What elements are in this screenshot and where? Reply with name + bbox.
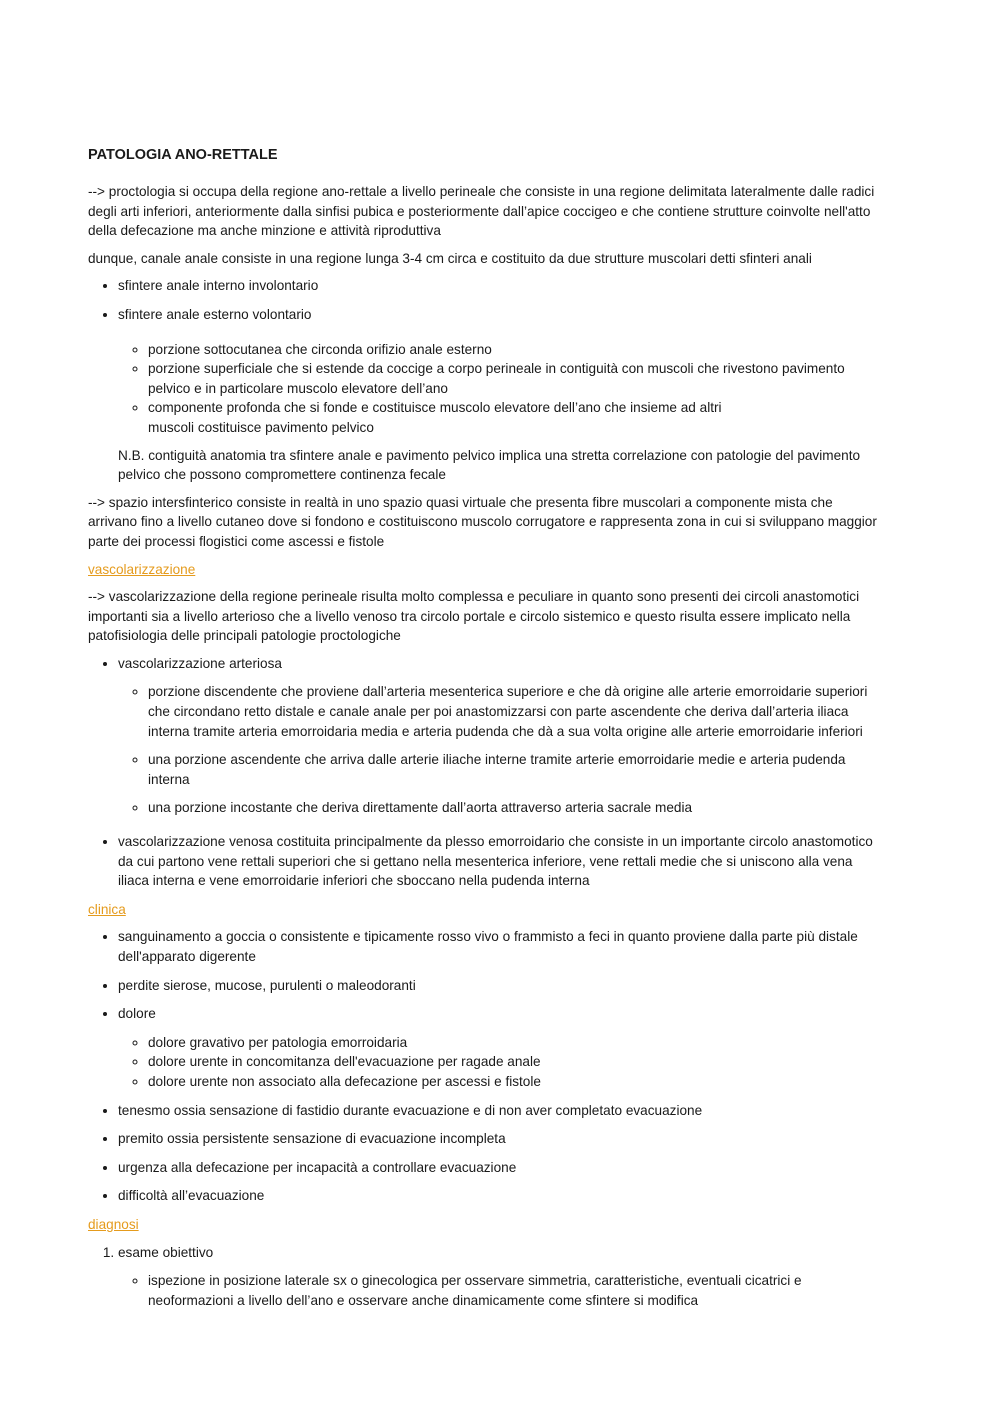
list-item-text: esame obiettivo [118, 1244, 214, 1260]
list-item: ◦ dolore gravativo per patologia emorroidaria [148, 1033, 878, 1053]
vasc-list [88, 654, 878, 891]
sfintere-esterno-sublist [118, 340, 878, 438]
list-item [118, 1004, 878, 1091]
list-item: • difficoltà all’evacuazione [118, 1186, 878, 1206]
list-item: ◦ componente profonda che si fonde e costituisce muscolo elevatore dell’ano che insieme ad altri muscoli costituisce pavimento pelvico [148, 398, 878, 437]
section-heading-diagnosi[interactable]: diagnosi [88, 1216, 139, 1232]
list-item: • perdite sierose, mucose, purulenti o maleodoranti [118, 976, 878, 996]
list-item: • urgenza alla defecazione per incapacità a controllare evacuazione [118, 1158, 878, 1178]
clinica-list [88, 927, 878, 1206]
list-item: ◦ dolore urente in concomitanza dell'evacuazione per ragade anale [148, 1052, 878, 1072]
vasc-intro-paragraph: --> vascolarizzazione della regione perineale risulta molto complessa e peculiare in quanto sono presenti dei circoli anastomotici importanti sia a livello arterioso che a livello venoso tra circolo portale e circolo sistemico e questo risulta essere implicato nella patofisiologia delle principali patologie proctologiche [88, 589, 860, 644]
list-item: ◦ porzione discendente che proviene dall’arteria mesenterica superiore e che dà origine alle arterie emorroidarie superiori che circondano retto distale e canale anale per poi anastomizzarsi con parte ascendente che deriva dall’arteria iliaca interna tramite arteria emorroidaria media e arteria pudenda che dà a sua volta origine alle arterie emorroidarie inferiori [148, 682, 878, 741]
diagnosi-list [88, 1243, 878, 1311]
list-item: ◦ porzione sottocutanea che circonda orifizio anale esterno [148, 340, 878, 360]
list-item: ◦ ispezione in posizione laterale sx o ginecologica per osservare simmetria, caratteristiche, eventuali cicatrici e neoformazioni a livello dell’ano e osservare anche dinamicamente come sfintere si modifica [148, 1271, 878, 1310]
list-item: ◦ una porzione ascendente che arriva dalle arterie iliache interne tramite arterie emorroidarie medie e arteria pudenda interna [148, 750, 878, 789]
list-item-text: sfintere anale esterno volontario [118, 306, 312, 322]
list-item [118, 654, 878, 818]
document-body [88, 145, 878, 1319]
dolore-sublist [118, 1033, 878, 1092]
list-item-text: vascolarizzazione arteriosa [118, 655, 282, 671]
spazio-paragraph: --> spazio intersfinterico consiste in realtà in uno spazio quasi virtuale che presenta fibre muscolari a componente mista che arrivano fino a livello cutaneo dove si fondono e costituiscono muscolo corrugatore e rappresenta zona in cui si sviluppano maggior parte dei processi flogistici come ascessi e fistole [88, 494, 877, 549]
list-item [118, 1243, 878, 1311]
vasc-art-sublist [118, 682, 878, 818]
list-item: • tenesmo ossia sensazione di fastidio durante evacuazione e di non aver completato evacuazione [118, 1101, 878, 1121]
section-heading-vascolarizzazione[interactable]: vascolarizzazione [88, 561, 196, 577]
list-item: • vascolarizzazione venosa costituita principalmente da plesso emorroidario che consiste in un importante circolo anastomotico da cui partono vene rettali superiori che si gettano nella mesenterica inferiore, vene rettali medie che si uniscono alla vena iliaca interna e vene emorroidarie inferiori che sboccano nella pudenda interna [118, 832, 878, 891]
diagnosi-sublist [118, 1271, 878, 1310]
list-item: ◦ porzione superficiale che si estende da coccige a corpo perineale in contiguità con muscoli che rivestono pavimento pelvico e in particolare muscolo elevatore dell’ano [148, 359, 878, 398]
sfinteri-list [88, 276, 878, 437]
list-item: • premito ossia persistente sensazione di evacuazione incompleta [118, 1129, 878, 1149]
section-heading-clinica[interactable]: clinica [88, 901, 126, 917]
nb-note: N.B. contiguità anatomia tra sfintere anale e pavimento pelvico implica una stretta correlazione con patologie del pavimento pelvico che possono compromettere continenza fecale [118, 447, 861, 483]
list-item: • sfintere anale interno involontario [118, 276, 878, 296]
list-item-text: dolore [118, 1006, 156, 1022]
page-title: PATOLOGIA ANO-RETTALE [88, 147, 278, 163]
list-item: ◦ dolore urente non associato alla defecazione per ascessi e fistole [148, 1072, 878, 1092]
intro-paragraph: --> proctologia si occupa della regione ano-rettale a livello perineale che consiste in una regione delimitata lateralmente dalle radici degli arti inferiori, anteriormente dalla sinfisi pubica e posteriormente dall’apice coccigeo e che contiene strutture coinvolte nell'atto della defecazione ma anche minzione e attività riproduttiva [88, 184, 875, 239]
list-item: • sanguinamento a goccia o consistente e tipicamente rosso vivo o frammisto a feci in quanto proviene dalla parte più distale dell'apparato digerente [118, 927, 878, 966]
list-item: ◦ una porzione incostante che deriva direttamente dall’aorta attraverso arteria sacrale media [148, 798, 878, 818]
canale-paragraph: dunque, canale anale consiste in una regione lunga 3-4 cm circa e costituito da due strutture muscolari detti sfinteri anali [88, 250, 812, 266]
list-item [118, 305, 878, 438]
